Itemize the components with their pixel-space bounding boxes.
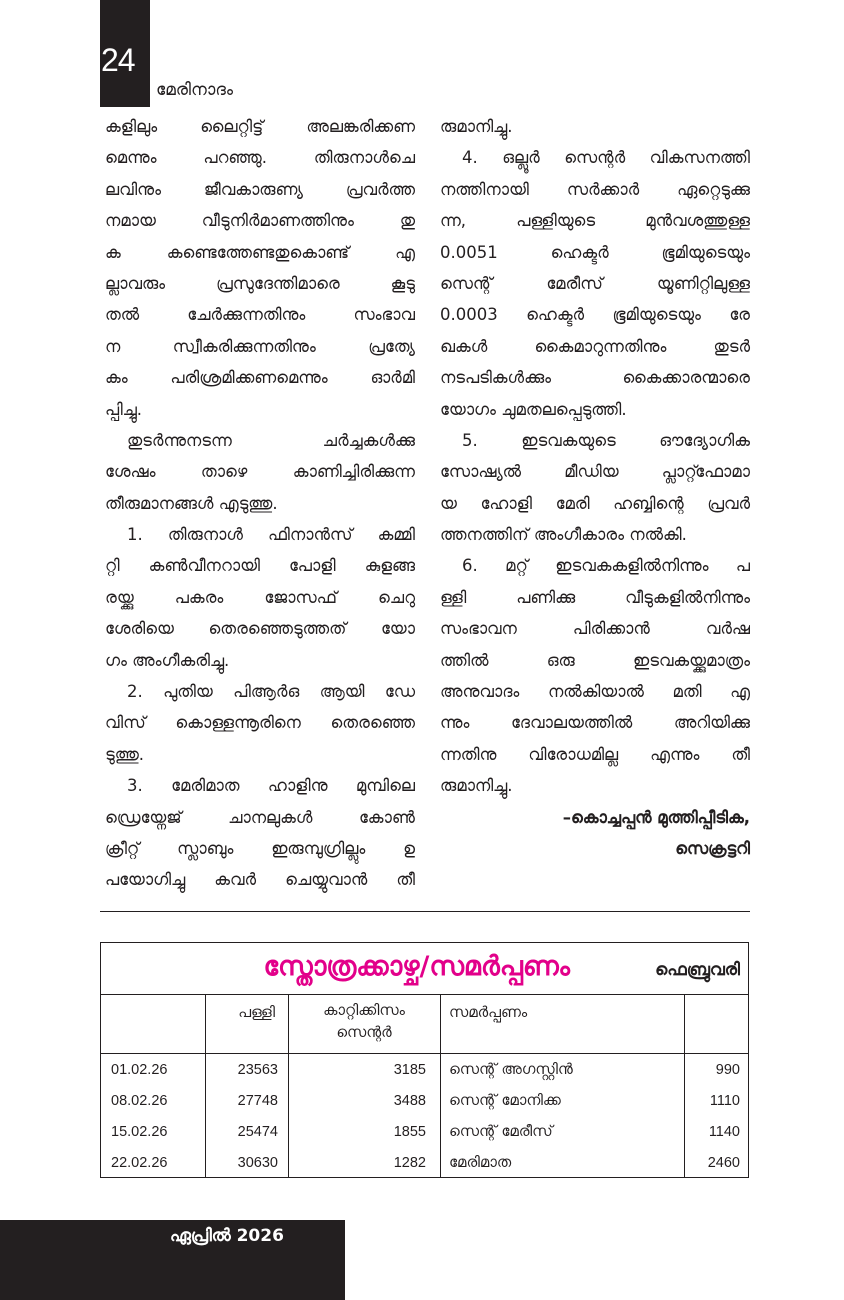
text-line: ന്നതിനു വിരോധമില്ല എന്നും തീ: [440, 744, 750, 764]
text-line: ത്തിൽ ഒരു ഇടവകയ്ക്കുമാത്രം: [440, 650, 750, 670]
left-column: [105, 111, 415, 896]
table-row: [101, 1149, 748, 1180]
header-catechism: [288, 999, 440, 1043]
text-line: ള്ളി പണിക്കു വീടുകളിൽനിന്നും: [440, 587, 750, 607]
cell-date: 01.02.26: [111, 1062, 168, 1078]
text-line: രുമാനിച്ചു.: [440, 776, 513, 796]
text-line: ത്തനത്തിന് അംഗീകാരം നൽകി.: [440, 525, 687, 545]
cell-date: 22.02.26: [111, 1155, 168, 1171]
text-line: സെന്റ് മേരീസ് യൂണിറ്റിലുള്ള: [440, 273, 750, 293]
text-line: ല്ലാവരും പ്രസുദേന്തിമാരെ കൂടു: [105, 273, 415, 293]
list-item-5: 5. ഇടവകയുടെ ഔദ്യോഗിക: [462, 430, 750, 450]
cell-offering: സെന്റ് അഗസ്റ്റിൻ: [449, 1060, 573, 1078]
section-divider: [100, 911, 750, 912]
cell-date: 08.02.26: [111, 1093, 168, 1109]
list-item-6: 6. മറ്റ് ഇടവകകളിൽനിന്നും പ: [462, 556, 750, 576]
cell-church: 25474: [237, 1124, 278, 1140]
table-title-row: [101, 943, 748, 995]
offerings-table: [100, 942, 749, 1178]
table-row: [101, 1118, 748, 1149]
cell-offering: സെന്റ് മോനിക്ക: [449, 1091, 561, 1109]
cell-catechism: 1282: [393, 1155, 426, 1171]
cell-catechism: 1855: [393, 1124, 426, 1140]
cell-offering: സെന്റ് മേരീസ്: [449, 1122, 553, 1140]
table-month: ഫെബ്രുവരി: [655, 960, 740, 980]
text-line: വിസ് കൊള്ളന്നൂരിനെ തെരഞ്ഞെ: [105, 713, 415, 733]
text-line: സോഷ്യൽ മീഡിയ പ്ലാറ്റ്ഫോമാ: [440, 462, 750, 482]
cell-church: 27748: [237, 1093, 278, 1109]
text-line: കളിലും ലൈറ്റിട്ട് അലങ്കരിക്കണ: [105, 117, 415, 136]
text-line: 0.0003 ഹെക്ടർ ഭൂമിയുടെയും രേ: [440, 305, 750, 325]
text-line: രുമാനിച്ചു.: [440, 117, 513, 136]
cell-catechism: 3488: [393, 1093, 426, 1109]
text-line: 0.0051 ഹെക്ടർ ഭൂമിയുടെയും: [440, 242, 750, 262]
cell-amount: 1140: [708, 1124, 740, 1140]
text-line: ന്നും ദേവാലയത്തിൽ അറിയിക്കു: [440, 713, 750, 733]
text-line: ക കണ്ടെത്തേണ്ടതുകൊണ്ട് എ: [105, 242, 415, 262]
header-church: പള്ളി: [238, 1003, 275, 1021]
list-item-1: 1. തിരുനാൾ ഫിനാൻസ് കമ്മി: [127, 525, 415, 545]
list-item-3: 3. മേരിമാത ഹാളിനു മുമ്പിലെ: [127, 776, 415, 796]
text-line: റ്റി കൺവീനറായി പോളി കുളങ്ങ: [105, 556, 415, 576]
table-header-row: [101, 995, 748, 1054]
text-line: യോഗം ചുമതലപ്പെടുത്തി.: [440, 399, 627, 419]
text-line: ന സ്വീകരിക്കുന്നതിനും പ്രത്യേ: [105, 336, 415, 356]
text-line: നമായ വീടുനിർമാണത്തിനും തു: [105, 211, 415, 231]
text-line: തുടർന്നുനടന്ന ചർച്ചകൾക്കു: [127, 430, 415, 450]
text-line: കം പരിശ്രമിക്കണമെന്നും ഓർമി: [105, 368, 415, 388]
text-line: യ ഹോളി മേരി ഹബ്ബിന്റെ പ്രവർ: [440, 493, 750, 513]
issue-date: ഏപ്രിൽ 2026: [170, 1226, 284, 1246]
text-line: ലവിനും ജീവകാരുണ്യ പ്രവർത്ത: [105, 179, 415, 199]
text-line: ശേഷം താഴെ കാണിച്ചിരിക്കുന്ന: [105, 462, 415, 482]
text-line: തീരുമാനങ്ങൾ എടുത്തു.: [105, 493, 278, 513]
text-line: ഖകൾ കൈമാറുന്നതിനും തുടർ: [440, 336, 750, 356]
text-line: അനുവാദം നൽകിയാൽ മതി എ: [440, 682, 750, 702]
text-line: ടുത്തു.: [105, 744, 145, 764]
signature-name: –കൊച്ചപ്പൻ മുത്തിപ്പീടിക,: [562, 807, 750, 827]
signature-title: സെക്രട്ടറി: [675, 838, 750, 858]
list-item-4: 4. ഒല്ലൂർ സെന്റർ വികസനത്തി: [462, 148, 750, 168]
text-line: ന്ന, പള്ളിയുടെ മുൻവശത്തുള്ള: [440, 211, 750, 231]
list-item-2: 2. പുതിയ പിആർഒ ആയി ഡേ: [127, 682, 415, 702]
text-line: തൽ ചേർക്കുന്നതിനും സംഭാവ: [105, 305, 415, 325]
table-row: [101, 1087, 748, 1118]
header-catechism-line2: സെന്റർ: [336, 1023, 392, 1041]
table-title: സ്തോത്രക്കാഴ്ച/സമർപ്പണം: [263, 951, 570, 982]
cell-amount: 2460: [707, 1155, 740, 1171]
text-line: സംഭാവന പിരിക്കാൻ വർഷ: [440, 619, 750, 639]
cell-amount: 1110: [709, 1093, 740, 1109]
cell-date: 15.02.26: [111, 1124, 168, 1140]
text-line: പയോഗിച്ചു കവർ ചെയ്യുവാൻ തീ: [105, 870, 415, 890]
text-line: ഗം അംഗീകരിച്ചു.: [105, 650, 230, 670]
text-line: രയ്ക്കു പകരം ജോസഫ് ചെറു: [105, 587, 415, 607]
cell-amount: 990: [715, 1062, 740, 1078]
text-line: ക്രീറ്റ് സ്ലാബും ഇരുമ്പുഗ്രില്ലും ഉ: [105, 838, 415, 858]
text-line: ഡ്രെയ്നേജ് ചാനലുകൾ കോൺ: [105, 807, 415, 827]
cell-church: 23563: [237, 1062, 278, 1078]
cell-church: 30630: [237, 1155, 278, 1171]
text-line: നത്തിനായി സർക്കാർ ഏറ്റെടുക്കു: [440, 179, 750, 199]
header-offering: സമർപ്പണം: [449, 1003, 528, 1021]
cell-offering: മേരിമാത: [449, 1153, 512, 1171]
table-row: [101, 1056, 748, 1087]
magazine-name: മേരിനാദം: [156, 80, 233, 100]
text-line: നടപടികൾക്കും കൈക്കാരന്മാരെ: [440, 368, 750, 388]
text-line: ശേരിയെ തെരഞ്ഞെടുത്തത് യോ: [105, 619, 415, 639]
header-catechism-line1: കാറ്റിക്കിസം: [323, 1001, 405, 1019]
cell-catechism: 3185: [393, 1062, 426, 1078]
text-line: മെന്നും പറഞ്ഞു. തിരുനാൾചെ: [105, 148, 415, 168]
page-number: 24: [101, 42, 135, 78]
text-line: പ്പിച്ചു.: [105, 399, 143, 419]
right-column: [440, 111, 750, 864]
